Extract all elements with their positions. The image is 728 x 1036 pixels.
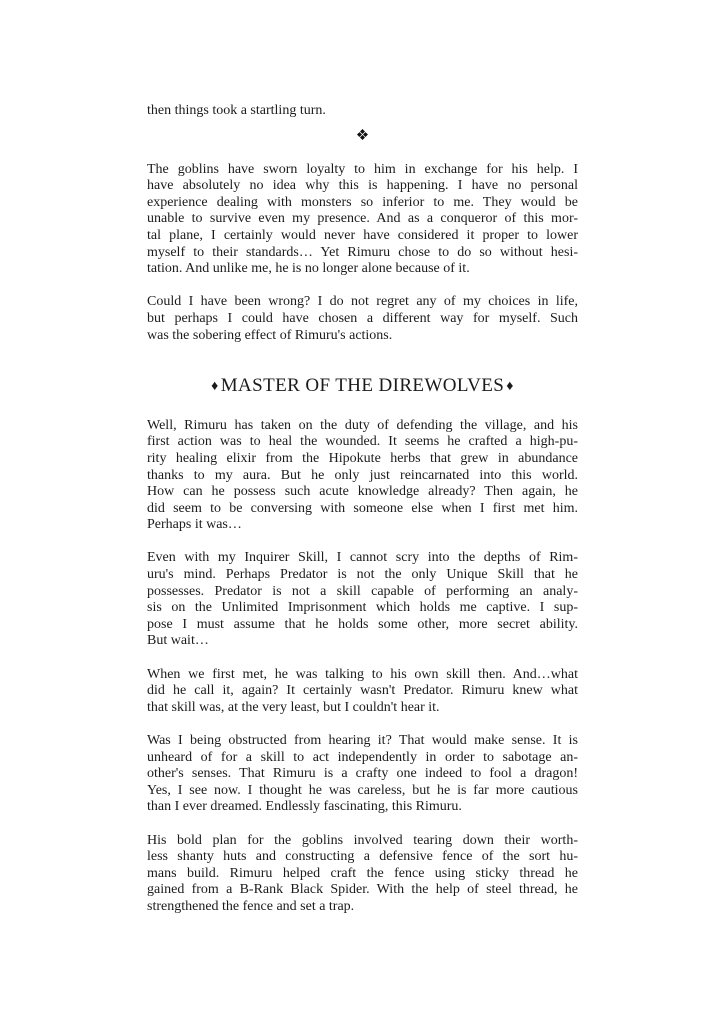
paragraph-line: Could I have been wrong? I do not regret any of my choices in life, bbox=[147, 294, 578, 310]
paragraphs-after-heading bbox=[147, 418, 578, 916]
section-heading bbox=[147, 361, 578, 418]
paragraph-line: Was I being obstructed from hearing it? That would make sense. It is bbox=[147, 733, 578, 748]
paragraph-line: did seem to be conversing with someone else when I first met him. bbox=[147, 500, 578, 516]
paragraph-line: How can he possess such acute knowledge already? Then again, he bbox=[147, 484, 578, 500]
paragraph-line: pose I must assume that he holds some other, more secret ability. bbox=[147, 616, 578, 632]
paragraph-line: than I ever dreamed. Endlessly fascinating, this Rimuru. bbox=[147, 799, 462, 815]
paragraph-line: was the sobering effect of Rimuru's actions. bbox=[147, 327, 393, 343]
paragraph-line: possesses. Predator is not a skill capable of performing an analy- bbox=[147, 583, 578, 599]
paragraph-line: Perhaps it was… bbox=[147, 517, 242, 533]
paragraph-line: mans build. Rimuru helped craft the fence using sticky thread he bbox=[147, 865, 578, 881]
text-column bbox=[147, 103, 578, 932]
paragraph-line: rity healing elixir from the Hipokute herbs that grew in abundance bbox=[147, 450, 578, 466]
paragraph bbox=[147, 418, 578, 534]
paragraphs-before-heading bbox=[147, 162, 578, 345]
paragraph-line: The goblins have sworn loyalty to him in exchange for his help. I bbox=[147, 161, 578, 177]
paragraph-line: Yes, I see now. I thought he was careless, but he is far more cautious bbox=[147, 782, 578, 798]
paragraph-line: have absolutely no idea why this is happening. I have no personal bbox=[147, 178, 578, 194]
paragraph bbox=[147, 550, 578, 650]
paragraph bbox=[147, 162, 578, 278]
paragraph-line: experience dealing with monsters so inferior to me. They would be bbox=[147, 194, 578, 210]
scene-break-ornament-icon: ❖ bbox=[355, 127, 370, 144]
paragraph-line: myself to their standards… Yet Rimuru chose to do so without hesi- bbox=[147, 244, 578, 260]
paragraph-line: other's senses. That Rimuru is a crafty one indeed to fool a dragon! bbox=[147, 766, 578, 782]
paragraph-line: But wait… bbox=[147, 633, 209, 649]
paragraph-line: less shanty huts and constructing a defensive fence of the sort hu- bbox=[147, 849, 578, 865]
paragraph-line: sis on the Unlimited Imprisonment which holds me captive. I sup- bbox=[147, 600, 578, 616]
paragraph-line: gained from a B-Rank Black Spider. With the help of steel thread, he bbox=[147, 882, 578, 898]
paragraph-line: His bold plan for the goblins involved tearing down their worth- bbox=[147, 832, 578, 848]
paragraph-line: Well, Rimuru has taken on the duty of defending the village, and his bbox=[147, 417, 578, 433]
paragraph-line: but perhaps I could have chosen a different way for myself. Such bbox=[147, 310, 578, 326]
paragraph-line: uru's mind. Perhaps Predator is not the only Unique Skill that he bbox=[147, 567, 578, 583]
paragraph bbox=[147, 733, 578, 816]
paragraph-line: strengthened the fence and set a trap. bbox=[147, 898, 355, 914]
paragraph-line: When we first met, he was talking to his own skill then. And…what bbox=[147, 666, 578, 682]
paragraph-line: first action was to heal the wounded. It seems he crafted a high-pu- bbox=[147, 434, 578, 450]
paragraph-line: tal plane, I certainly would never have considered it proper to lower bbox=[147, 227, 578, 243]
heading-right-diamond-icon: ♦ bbox=[506, 378, 514, 394]
paragraph-line: that skill was, at the very least, but I couldn't hear it. bbox=[147, 699, 440, 715]
paragraph bbox=[147, 294, 578, 344]
paragraph-line: thanks to my aura. But he only just reincarnated into this world. bbox=[147, 467, 578, 483]
paragraph bbox=[147, 833, 578, 916]
paragraph-line: Even with my Inquirer Skill, I cannot scry into the depths of Rim- bbox=[147, 550, 578, 566]
paragraph-line: unable to survive even my presence. And as a conqueror of this mor- bbox=[147, 211, 578, 227]
paragraph-line: unheard of for a skill to act independently in order to sabotage an- bbox=[147, 749, 578, 765]
heading-left-diamond-icon: ♦ bbox=[211, 378, 219, 394]
paragraph bbox=[147, 667, 578, 717]
carryover-paragraph-line: then things took a startling turn. bbox=[147, 103, 326, 118]
paragraph-line: tation. And unlike me, he is no longer alone because of it. bbox=[147, 261, 470, 277]
paragraph-line: did he call it, again? It certainly wasn't Predator. Rimuru knew what bbox=[147, 683, 578, 699]
section-heading-text: MASTER OF THE DIREWOLVES bbox=[220, 374, 505, 396]
